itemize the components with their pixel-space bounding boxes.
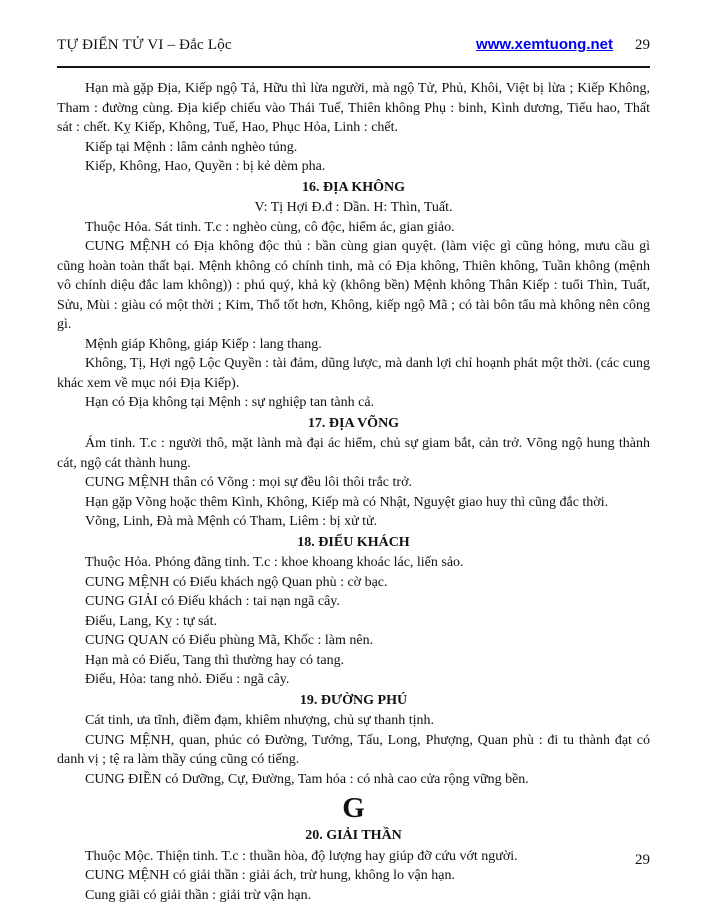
paragraph: Điếu, Hỏa: tang nhỏ. Điếu : ngã cây.: [85, 672, 290, 687]
paragraph: Hạn mà gặp Địa, Kiếp ngộ Tả, Hữu thì lừa người, mà ngộ Tử, Phủ, Khôi, Việt bị lừa ; Kiếp Không, Tham : đường cùng. Địa kiếp chiếu vào Thái Tuế, Thiên không Phụ : binh, Kình dương, Tiểu hao, Thất sát : chết. Kỵ Kiếp, Không, Tuế, Hao, Phục Hỏa, Linh : chết.: [57, 81, 650, 135]
header-page-number: 29: [635, 37, 650, 53]
paragraph: Điếu, Lang, Kỵ : tự sát.: [85, 613, 218, 629]
paragraph: Kiếp tại Mệnh : lâm cảnh nghèo túng.: [85, 139, 298, 155]
paragraph: Thuộc Hỏa. Sát tinh. T.c : nghèo cùng, cô độc, hiểm ác, gian giảo.: [85, 219, 455, 235]
section-heading: 17. ĐỊA VÕNG: [307, 415, 400, 431]
paragraph: CUNG MỆNH có Điếu khách ngộ Quan phù : cờ bạc.: [85, 574, 388, 590]
document-content: [57, 79, 650, 905]
paragraph: Võng, Linh, Đà mà Mệnh có Tham, Liêm : bị xử tử.: [85, 514, 378, 529]
paragraph: Mệnh giáp Không, giáp Kiếp : lang thang.: [85, 336, 322, 352]
paragraph: CUNG MỆNH có Địa không độc thủ : bần cùng gian quyệt. (làm việc gì cũng hỏng, mưu cầu gì cũng hoàn toàn thất bại. Mệnh không có chính tinh, mà có Địa không, Thiên không, Tuần không (mệnh vô chính diệu đắc lam không)) : phú quý, khả kỳ (không bền) Mệnh không Thân Kiếp : tuổi Thìn, Tuất, Sửu, Mùi : giàu có một thời ; Kim, Thổ tốt hơn, Không, kiếp ngộ Mã ; có tài bôn tẩu mà không nên công gì.: [57, 239, 650, 332]
footer-page-number: 29: [635, 852, 650, 868]
section-heading: 18. ĐIẾU KHÁCH: [297, 534, 410, 550]
paragraph: Thuộc Mộc. Thiện tinh. T.c : thuần hòa, độ lượng hay giúp đỡ cứu vớt người.: [85, 848, 518, 864]
paragraph: Không, Tị, Hợi ngộ Lộc Quyền : tài đảm, dũng lược, mà danh lợi chỉ hoạnh phát một thời. (các cung khác xem về mục nói Địa Kiếp).: [57, 356, 650, 391]
paragraph: Kiếp, Không, Hao, Quyền : bị kẻ dèm pha.: [85, 159, 326, 174]
paragraph: Cát tinh, ưa tĩnh, điềm đạm, khiêm nhượng, chủ sự thanh tịnh.: [85, 713, 435, 728]
page-header: [57, 36, 650, 54]
section-subtitle: V: Tị Hợi Đ.đ : Dần. H: Thìn, Tuất.: [254, 200, 453, 215]
website-link[interactable]: www.xemtuong.net: [476, 36, 613, 53]
section-heading: 16. ĐỊA KHÔNG: [301, 179, 406, 195]
header-divider: [57, 66, 650, 68]
paragraph: CUNG MỆNH có giải thần : giải ách, trừ hung, không lo vận hạn.: [85, 868, 455, 883]
book-title: TỰ ĐIỂN TỬ VI – Đắc Lộc: [57, 37, 232, 53]
letter-group-heading: G: [342, 792, 365, 824]
paragraph: CUNG GIẢI có Điếu khách : tai nạn ngã cây.: [85, 594, 340, 609]
paragraph: CUNG MỆNH, quan, phúc có Đường, Tướng, Tấu, Long, Phượng, Quan phù : đi tu thành đạt có danh vị ; tệ ra làm thầy cúng cũng có tiếng.: [57, 732, 650, 767]
paragraph: Hạn có Địa không tại Mệnh : sự nghiệp tan tành cả.: [85, 395, 375, 410]
paragraph: Ám tinh. T.c : người thô, mặt lành mà đại ác hiểm, chủ sự giam bắt, cản trở. Võng ngộ hung thành cát, ngộ cát thành hung.: [57, 436, 650, 471]
section-heading: 20. GIẢI THẦN: [305, 828, 402, 843]
paragraph: Cung giãi có giải thần : giải trừ vận hạn.: [85, 887, 312, 903]
paragraph: CUNG ĐIỀN có Dưỡng, Cự, Đường, Tam hóa : có nhà cao cửa rộng vững bền.: [85, 771, 529, 787]
paragraph: Hạn gặp Võng hoặc thêm Kình, Không, Kiếp mà có Nhật, Nguyệt giao huy thì cũng đắc thời.: [85, 494, 609, 510]
paragraph: CUNG MỆNH thân có Võng : mọi sự đều lôi thôi trắc trở.: [85, 475, 412, 490]
section-heading: 19. ĐƯỜNG PHÚ: [299, 692, 408, 708]
paragraph: Hạn mà có Điếu, Tang thì thường hay có tang.: [85, 652, 345, 668]
paragraph: CUNG QUAN có Điếu phùng Mã, Khốc : làm nên.: [85, 633, 374, 648]
paragraph: Thuộc Hỏa. Phóng đãng tinh. T.c : khoe khoang khoác lác, liến sảo.: [85, 555, 464, 570]
